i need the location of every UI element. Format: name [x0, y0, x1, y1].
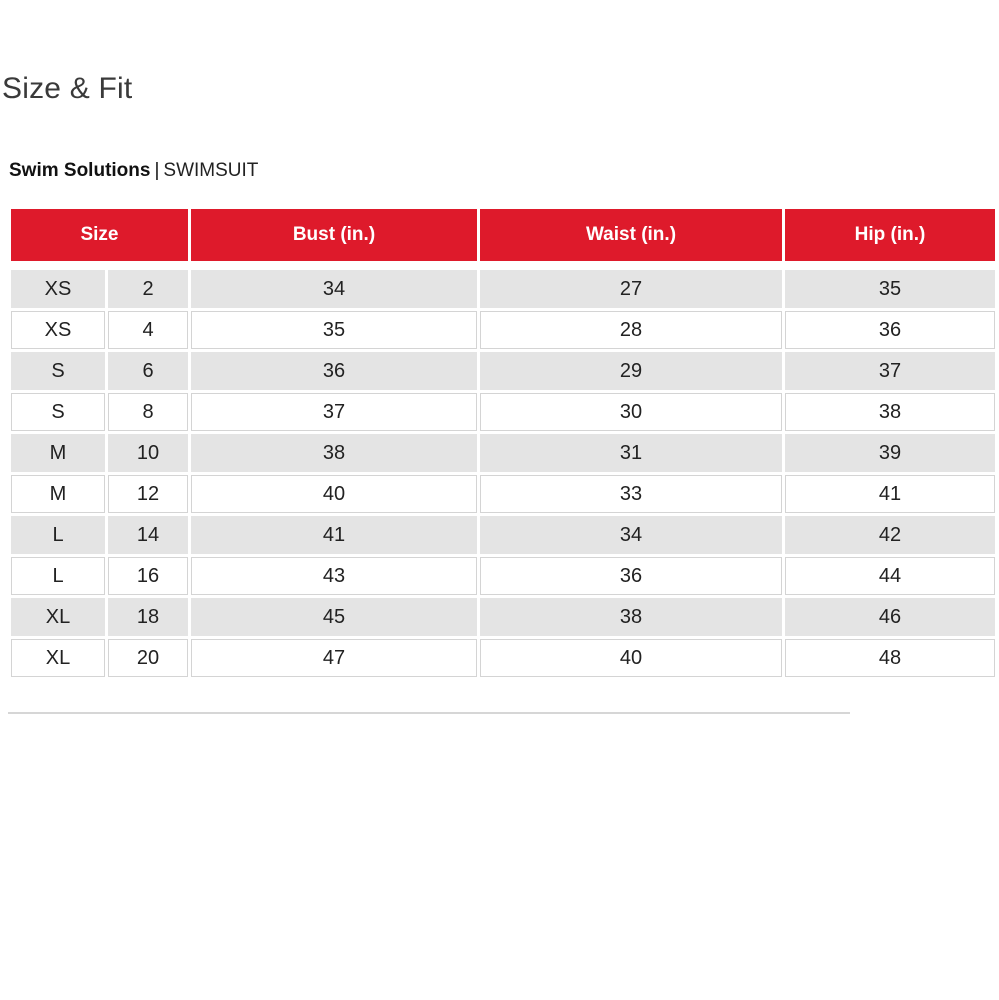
bust-cell: 40 [191, 475, 477, 513]
header-spacer [11, 264, 995, 267]
table-row [11, 434, 995, 472]
section-divider [8, 712, 850, 714]
waist-cell: 34 [480, 516, 782, 554]
bust-cell: 35 [191, 311, 477, 349]
size-number-cell: 18 [108, 598, 188, 636]
size-number-cell: 4 [108, 311, 188, 349]
table-row [11, 311, 995, 349]
size-number-cell: 20 [108, 639, 188, 677]
size-number-cell: 16 [108, 557, 188, 595]
size-letter-cell: XL [11, 639, 105, 677]
hip-cell: 37 [785, 352, 995, 390]
table-row [11, 639, 995, 677]
header-size: Size [11, 209, 188, 261]
brand-name: Swim Solutions [9, 160, 151, 181]
size-chart-table [8, 206, 998, 680]
bust-cell: 43 [191, 557, 477, 595]
size-letter-cell: S [11, 393, 105, 431]
table-header-row [11, 209, 995, 261]
size-letter-cell: S [11, 352, 105, 390]
hip-cell: 38 [785, 393, 995, 431]
hip-cell: 42 [785, 516, 995, 554]
hip-cell: 46 [785, 598, 995, 636]
bust-cell: 38 [191, 434, 477, 472]
waist-cell: 28 [480, 311, 782, 349]
hip-cell: 41 [785, 475, 995, 513]
size-letter-cell: L [11, 516, 105, 554]
product-subtitle [9, 160, 258, 182]
bust-cell: 34 [191, 270, 477, 308]
waist-cell: 30 [480, 393, 782, 431]
waist-cell: 29 [480, 352, 782, 390]
size-letter-cell: M [11, 475, 105, 513]
table-row [11, 270, 995, 308]
table-row [11, 516, 995, 554]
size-number-cell: 2 [108, 270, 188, 308]
table-row [11, 475, 995, 513]
size-letter-cell: L [11, 557, 105, 595]
header-waist: Waist (in.) [480, 209, 782, 261]
header-bust: Bust (in.) [191, 209, 477, 261]
waist-cell: 31 [480, 434, 782, 472]
waist-cell: 33 [480, 475, 782, 513]
page-title: Size & Fit [2, 72, 133, 105]
table-row [11, 557, 995, 595]
size-letter-cell: XS [11, 311, 105, 349]
hip-cell: 48 [785, 639, 995, 677]
hip-cell: 39 [785, 434, 995, 472]
size-number-cell: 12 [108, 475, 188, 513]
bust-cell: 36 [191, 352, 477, 390]
header-hip: Hip (in.) [785, 209, 995, 261]
subtitle-separator: | [154, 160, 160, 181]
size-letter-cell: XS [11, 270, 105, 308]
table-row [11, 393, 995, 431]
size-number-cell: 6 [108, 352, 188, 390]
size-letter-cell: XL [11, 598, 105, 636]
waist-cell: 27 [480, 270, 782, 308]
table-row [11, 352, 995, 390]
size-number-cell: 8 [108, 393, 188, 431]
waist-cell: 40 [480, 639, 782, 677]
hip-cell: 36 [785, 311, 995, 349]
bust-cell: 41 [191, 516, 477, 554]
hip-cell: 44 [785, 557, 995, 595]
waist-cell: 36 [480, 557, 782, 595]
table-row [11, 598, 995, 636]
bust-cell: 45 [191, 598, 477, 636]
bust-cell: 47 [191, 639, 477, 677]
product-category: SWIMSUIT [163, 160, 259, 181]
size-number-cell: 14 [108, 516, 188, 554]
waist-cell: 38 [480, 598, 782, 636]
size-letter-cell: M [11, 434, 105, 472]
size-number-cell: 10 [108, 434, 188, 472]
bust-cell: 37 [191, 393, 477, 431]
hip-cell: 35 [785, 270, 995, 308]
header-spacer-cell [11, 264, 995, 267]
